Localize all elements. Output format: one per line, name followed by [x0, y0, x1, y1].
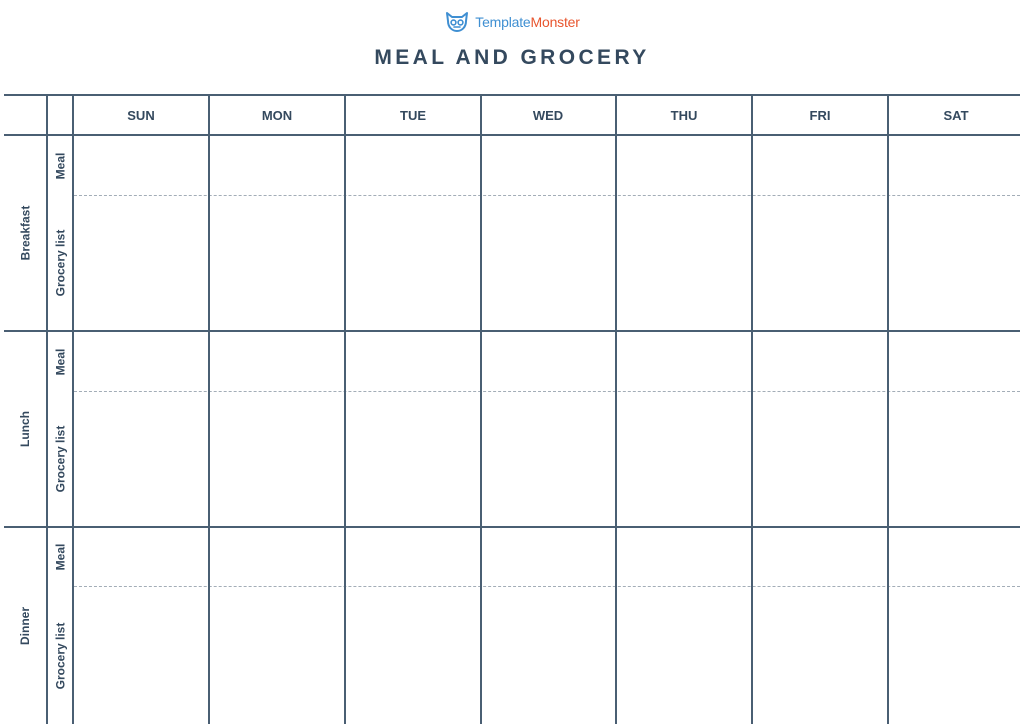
cell-lunch-meal-wed[interactable] — [481, 332, 615, 391]
cell-breakfast-meal-mon[interactable] — [210, 136, 344, 195]
cell-lunch-grocery-mon[interactable] — [210, 392, 344, 526]
cell-dinner-grocery-mon[interactable] — [210, 587, 344, 724]
sub-label-text: Grocery list — [53, 622, 68, 689]
day-header-sat: SAT — [943, 107, 969, 123]
cell-lunch-grocery-wed[interactable] — [481, 392, 615, 526]
sub-label-text: Meal — [53, 152, 67, 179]
cell-breakfast-meal-fri[interactable] — [753, 136, 887, 195]
cell-lunch-grocery-thu[interactable] — [617, 392, 751, 526]
brand-name-part1: Template — [475, 14, 531, 30]
cell-dinner-grocery-thu[interactable] — [617, 587, 751, 724]
meal-label-breakfast-text: Breakfast — [18, 205, 33, 261]
page-title: MEAL AND GROCERY — [374, 46, 650, 69]
cell-breakfast-meal-thu[interactable] — [617, 136, 751, 195]
cell-lunch-grocery-fri[interactable] — [753, 392, 887, 526]
sub-label-dinner-meal — [48, 528, 72, 586]
meal-label-dinner-text: Dinner — [17, 606, 32, 646]
cell-dinner-meal-thu[interactable] — [617, 528, 751, 586]
cell-dinner-grocery-sat[interactable] — [889, 587, 1023, 724]
day-header-sun: SUN — [127, 107, 155, 123]
cell-dinner-meal-tue[interactable] — [346, 528, 480, 586]
sub-label-breakfast-grocery — [48, 196, 72, 330]
cell-lunch-meal-mon[interactable] — [210, 332, 344, 391]
cell-dinner-grocery-tue[interactable] — [346, 587, 480, 724]
meal-label-dinner — [4, 528, 46, 724]
sub-label-text: Grocery list — [53, 229, 68, 297]
cell-breakfast-grocery-sun[interactable] — [74, 196, 208, 330]
cell-breakfast-grocery-mon[interactable] — [210, 196, 344, 330]
cell-breakfast-grocery-thu[interactable] — [617, 196, 751, 330]
cell-lunch-meal-fri[interactable] — [753, 332, 887, 391]
cell-lunch-grocery-sun[interactable] — [74, 392, 208, 526]
cell-dinner-grocery-fri[interactable] — [753, 587, 887, 724]
meal-label-breakfast — [4, 136, 46, 330]
cell-lunch-meal-sun[interactable] — [74, 332, 208, 391]
day-header-mon: MON — [261, 107, 293, 123]
day-header-tue: TUE — [400, 107, 426, 123]
cell-breakfast-grocery-sat[interactable] — [889, 196, 1023, 330]
day-header-fri: FRI — [809, 107, 831, 123]
meal-label-lunch — [4, 332, 46, 526]
sub-label-breakfast-meal — [48, 136, 72, 195]
day-header-thu: THU — [670, 107, 698, 123]
day-header-wed: WED — [532, 107, 564, 123]
sub-label-dinner-grocery — [48, 587, 72, 724]
cell-breakfast-grocery-fri[interactable] — [753, 196, 887, 330]
sub-label-text: Grocery list — [53, 425, 68, 493]
cell-lunch-meal-thu[interactable] — [617, 332, 751, 391]
cell-dinner-meal-sat[interactable] — [889, 528, 1023, 586]
cell-lunch-grocery-sat[interactable] — [889, 392, 1023, 526]
cell-breakfast-meal-sun[interactable] — [74, 136, 208, 195]
cell-breakfast-meal-tue[interactable] — [346, 136, 480, 195]
cell-dinner-meal-mon[interactable] — [210, 528, 344, 586]
cell-dinner-grocery-wed[interactable] — [481, 587, 615, 724]
cell-lunch-meal-sat[interactable] — [889, 332, 1023, 391]
cell-dinner-meal-wed[interactable] — [481, 528, 615, 586]
sub-label-text: Meal — [53, 348, 67, 375]
cell-dinner-meal-fri[interactable] — [753, 528, 887, 586]
cell-lunch-meal-tue[interactable] — [346, 332, 480, 391]
cell-dinner-meal-sun[interactable] — [74, 528, 208, 586]
brand-name-part2: Monster — [530, 14, 580, 30]
cell-breakfast-grocery-wed[interactable] — [481, 196, 615, 330]
meal-label-lunch-text: Lunch — [18, 411, 32, 447]
sub-label-lunch-meal — [48, 332, 72, 391]
cell-breakfast-grocery-tue[interactable] — [346, 196, 480, 330]
cell-dinner-grocery-sun[interactable] — [74, 587, 208, 724]
cell-breakfast-meal-wed[interactable] — [481, 136, 615, 195]
cell-breakfast-meal-sat[interactable] — [889, 136, 1023, 195]
sub-label-text: Meal — [53, 543, 67, 571]
sub-label-lunch-grocery — [48, 392, 72, 526]
cell-lunch-grocery-tue[interactable] — [346, 392, 480, 526]
